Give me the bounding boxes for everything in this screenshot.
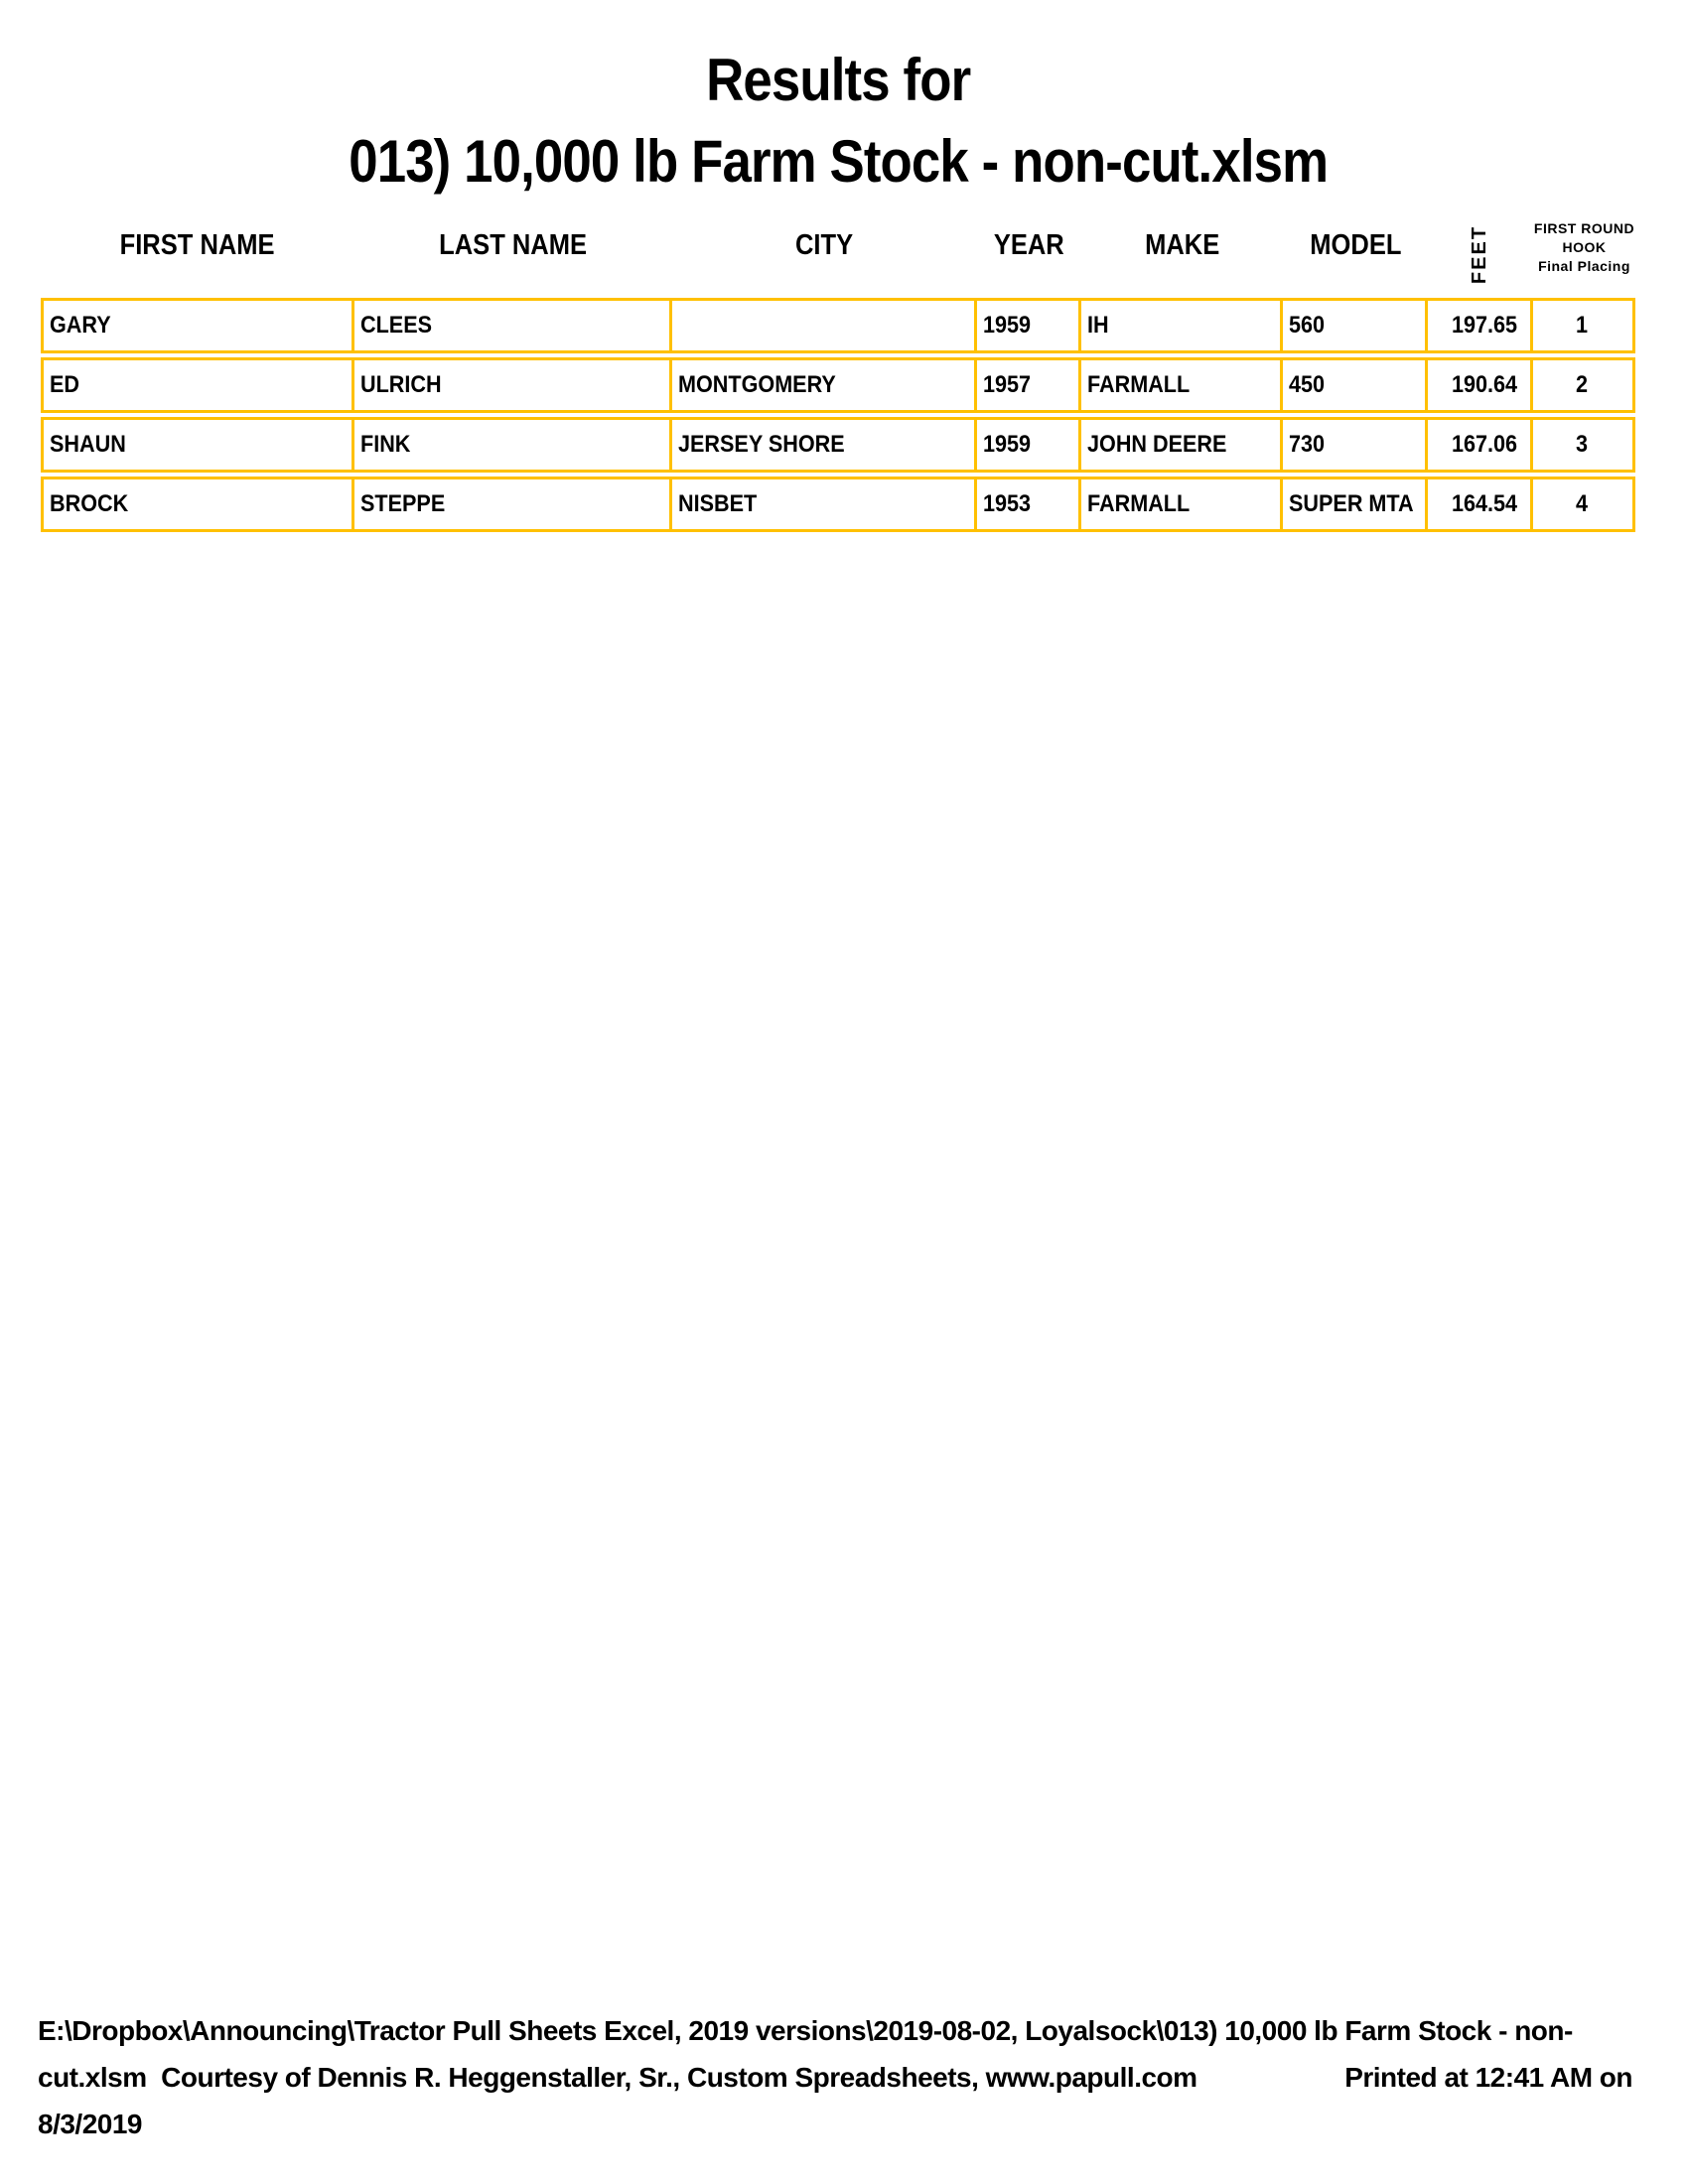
cell-model [1283,417,1428,473]
cell-text: SUPER MTA [1289,490,1414,517]
cell-text: 560 [1289,312,1326,339]
column-header-first-name [41,189,354,294]
column-header-label: MODEL [1309,229,1402,261]
footer-line-1: E:\Dropbox\Announcing\Tractor Pull Sheets Excel, 2019 versions\2019-08-02, Loyalsock\013) 10,000 lb Farm Stock - non- [38,2015,1573,2046]
column-header-label: CITY [795,229,854,261]
cell-text: CLEES [360,312,433,339]
cell-first-name [41,417,354,473]
footer-printed-at: Printed at 12:41 AM on [1344,2062,1632,2093]
cell-last-name [354,357,672,413]
cell-text: STEPPE [360,490,446,517]
cell-placing [1533,298,1635,353]
cell-feet [1428,357,1533,413]
cell-text: ED [50,371,80,398]
cell-feet [1428,298,1533,353]
cell-text: NISBET [678,490,758,517]
column-header-make [1081,189,1283,294]
page-title-text: Results for [705,47,971,113]
cell-year [977,298,1081,353]
cell-text: FINK [360,431,411,458]
cell-last-name [354,477,672,532]
cell-text: 197.65 [1451,312,1517,339]
column-header-model [1283,189,1428,294]
cell-text: 1959 [983,312,1032,339]
cell-city [672,417,977,473]
cell-text: 450 [1289,371,1326,398]
cell-text: 1959 [983,431,1032,458]
cell-text: JERSEY SHORE [678,431,845,458]
cell-year [977,357,1081,413]
cell-city [672,357,977,413]
cell-make [1081,417,1283,473]
cell-text: SHAUN [50,431,126,458]
table-column-headers [41,189,1635,294]
results-table [41,294,1635,536]
cell-text: 730 [1289,431,1326,458]
cell-city [672,477,977,532]
cell-model [1283,477,1428,532]
placing-header-line1: FIRST ROUND [1533,220,1635,236]
table-row [41,298,1635,353]
cell-text: FARMALL [1087,371,1191,398]
placing-header-line3: Final Placing [1538,258,1630,274]
cell-text: 167.06 [1451,431,1517,458]
cell-feet [1428,417,1533,473]
footer-courtesy-text: cut.xlsm Courtesy of Dennis R. Heggenstaller, Sr., Custom Spreadsheets, www.papull.com [38,2062,1197,2093]
placing-header-line2: HOOK [1562,239,1607,255]
page-subtitle [41,127,1635,196]
cell-text: 1 [1576,312,1589,339]
column-header-label: FIRST NAME [120,229,275,261]
page-title [41,46,1635,114]
cell-text: BROCK [50,490,129,517]
cell-first-name [41,357,354,413]
table-row [41,477,1635,532]
cell-text: 1953 [983,490,1032,517]
cell-text: 1957 [983,371,1032,398]
cell-make [1081,298,1283,353]
cell-text: IH [1087,312,1109,339]
cell-placing [1533,477,1635,532]
column-header-label: LAST NAME [439,229,588,261]
cell-text: JOHN DEERE [1087,431,1227,458]
cell-text: 3 [1576,431,1589,458]
cell-year [977,477,1081,532]
footer-line-2 [38,2054,1632,2101]
cell-make [1081,477,1283,532]
column-header-placing [1533,189,1635,294]
cell-last-name [354,417,672,473]
column-header-feet [1428,189,1533,294]
cell-placing [1533,417,1635,473]
cell-text: MONTGOMERY [678,371,836,398]
cell-make [1081,357,1283,413]
cell-text: 2 [1576,371,1589,398]
cell-last-name [354,298,672,353]
cell-text: 190.64 [1451,371,1517,398]
column-header-last-name [354,189,672,294]
cell-text: 164.54 [1451,490,1517,517]
cell-city [672,298,977,353]
column-header-feet-rotated-label: FEET [1469,224,1491,285]
column-header-city [672,189,977,294]
cell-text: ULRICH [360,371,442,398]
cell-text: FARMALL [1087,490,1191,517]
cell-placing [1533,357,1635,413]
footer-print-date: 8/3/2019 [38,2109,142,2139]
column-header-label: YEAR [994,229,1064,261]
cell-text: 4 [1576,490,1589,517]
column-header-label: MAKE [1144,229,1220,261]
page-subtitle-text: 013) 10,000 lb Farm Stock - non-cut.xlsm [349,128,1328,195]
column-header-year [977,189,1081,294]
table-row [41,357,1635,413]
cell-feet [1428,477,1533,532]
cell-first-name [41,477,354,532]
cell-year [977,417,1081,473]
table-row [41,417,1635,473]
cell-first-name [41,298,354,353]
cell-text: GARY [50,312,111,339]
cell-model [1283,357,1428,413]
cell-model [1283,298,1428,353]
footer [38,2007,1632,2147]
column-header-placing-lines [1534,219,1634,276]
